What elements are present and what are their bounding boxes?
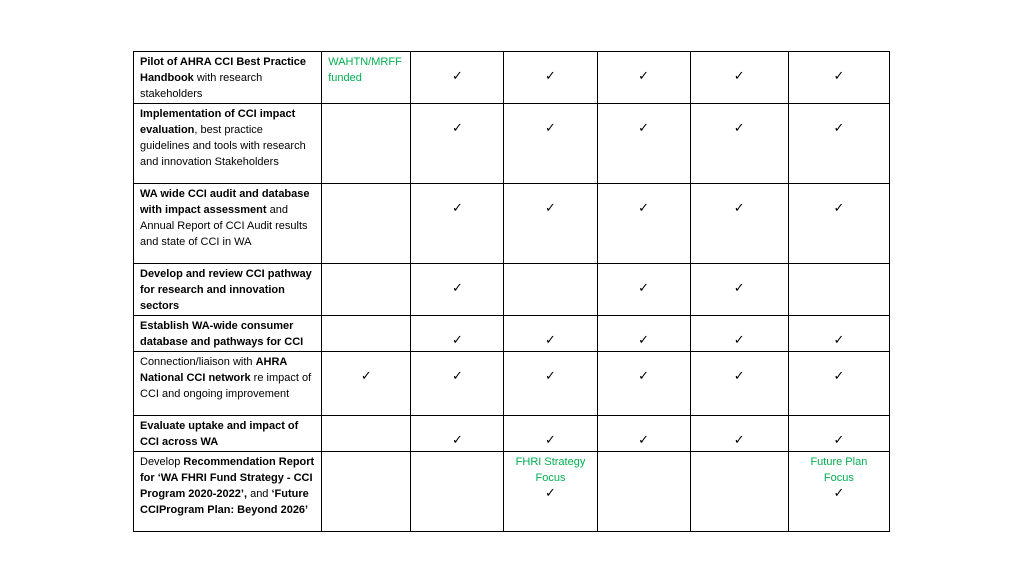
table-row — [134, 264, 890, 316]
task-text-bold: ‘Future CCIProgram Plan: Beyond 2026’ — [140, 488, 309, 516]
year-cell — [504, 184, 597, 264]
check-icon: ✓ — [545, 485, 556, 500]
task-text: , best practice guidelines and tools with research and innovation Stakeholders — [140, 124, 306, 168]
check-icon: ✓ — [638, 200, 650, 215]
task-text-bold: Develop and review CCI pathway for research and innovation sectors — [140, 268, 312, 312]
year-cell — [504, 104, 597, 184]
task-text: and Annual Report of CCI Audit results and state of CCI in WA — [140, 204, 308, 248]
year-cell — [411, 184, 504, 264]
check-icon: ✓ — [638, 120, 650, 135]
year-cell — [690, 184, 788, 264]
year-cell — [597, 104, 690, 184]
year-cell — [788, 316, 889, 352]
task-description — [134, 416, 322, 452]
check-icon: ✓ — [833, 432, 845, 447]
year-cell — [504, 352, 597, 416]
check-icon: ✓ — [545, 68, 556, 83]
check-icon: ✓ — [545, 368, 556, 383]
year-cell — [411, 52, 504, 104]
table-row — [134, 52, 890, 104]
check-icon: ✓ — [451, 120, 463, 135]
year-cell — [504, 52, 597, 104]
year-cell — [788, 452, 889, 532]
task-description — [134, 316, 322, 352]
check-icon: ✓ — [833, 120, 845, 135]
task-text-bold: Report for ‘WA FHRI Fund Strategy - CCI Program 2020-2022’, — [140, 456, 315, 500]
task-text-bold: Recommendation — [183, 456, 276, 468]
check-icon: ✓ — [638, 432, 650, 447]
task-text-bold: Evaluate uptake and impact of CCI across WA — [140, 420, 299, 448]
funding-cell — [322, 184, 411, 264]
table-row — [134, 316, 890, 352]
task-description — [134, 52, 322, 104]
check-icon: ✓ — [638, 280, 650, 295]
task-text: Connection/liaison with — [140, 356, 256, 368]
table-row — [134, 352, 890, 416]
cci-program-table — [133, 51, 890, 532]
table-row — [134, 184, 890, 264]
funding-cell — [322, 316, 411, 352]
year-cell — [411, 264, 504, 316]
check-icon: ✓ — [638, 332, 650, 347]
year-cell — [597, 264, 690, 316]
check-icon: ✓ — [451, 200, 463, 215]
year-cell — [504, 316, 597, 352]
year-cell — [690, 52, 788, 104]
year-cell — [788, 104, 889, 184]
year-cell — [788, 352, 889, 416]
year-cell — [504, 452, 597, 532]
funding-cell — [322, 104, 411, 184]
task-text-bold: AHRA National CCI network — [140, 356, 287, 384]
table-body — [134, 52, 890, 532]
year-cell — [597, 316, 690, 352]
funding-cell — [322, 52, 411, 104]
year-cell — [788, 416, 889, 452]
task-description — [134, 184, 322, 264]
check-icon: ✓ — [733, 200, 745, 215]
year-cell — [597, 352, 690, 416]
task-text-bold: Establish WA-wide consumer database and pathways for CCI — [140, 320, 304, 348]
funding-note: WAHTN/MRFF funded — [328, 56, 402, 84]
check-icon: ✓ — [360, 368, 372, 383]
funding-cell — [322, 352, 411, 416]
check-icon: ✓ — [833, 68, 845, 83]
task-description — [134, 264, 322, 316]
task-text-bold: Pilot of AHRA CCI Best Practice Handbook — [140, 56, 307, 84]
funding-cell — [322, 452, 411, 532]
check-icon: ✓ — [733, 120, 745, 135]
task-text: Develop — [140, 456, 184, 468]
task-text-bold: WA wide CCI audit and database with impact assessment — [140, 188, 310, 216]
year-cell — [690, 316, 788, 352]
year-cell — [411, 352, 504, 416]
check-icon: ✓ — [545, 332, 556, 347]
check-icon: ✓ — [733, 432, 745, 447]
check-icon: ✓ — [545, 200, 556, 215]
check-icon: ✓ — [451, 332, 463, 347]
task-description — [134, 352, 322, 416]
table-row — [134, 416, 890, 452]
check-icon: ✓ — [451, 368, 463, 383]
year-cell — [690, 264, 788, 316]
funding-cell — [322, 264, 411, 316]
year-cell — [597, 416, 690, 452]
check-icon: ✓ — [833, 200, 845, 215]
year-cell — [504, 416, 597, 452]
year-cell — [788, 264, 889, 316]
year-cell — [690, 452, 788, 532]
year-cell — [690, 352, 788, 416]
focus-note: Future Plan Focus — [810, 456, 868, 484]
task-description — [134, 104, 322, 184]
funding-cell — [322, 416, 411, 452]
check-icon: ✓ — [451, 68, 463, 83]
focus-note: FHRI Strategy Focus — [515, 456, 586, 484]
check-icon: ✓ — [638, 68, 650, 83]
year-cell — [788, 52, 889, 104]
task-text: and — [247, 488, 272, 500]
year-cell — [597, 184, 690, 264]
year-cell — [411, 452, 504, 532]
year-cell — [690, 416, 788, 452]
year-cell — [597, 452, 690, 532]
task-text: re impact of CCI and ongoing improvement — [140, 372, 312, 400]
check-icon: ✓ — [833, 332, 845, 347]
year-cell — [504, 264, 597, 316]
check-icon: ✓ — [733, 332, 745, 347]
check-icon: ✓ — [451, 432, 463, 447]
check-icon: ✓ — [733, 280, 745, 295]
year-cell — [411, 104, 504, 184]
table-row — [134, 104, 890, 184]
check-icon: ✓ — [733, 368, 745, 383]
check-icon: ✓ — [545, 432, 556, 447]
task-text-bold: Implementation of CCI impact evaluation — [140, 108, 296, 136]
task-text: with research stakeholders — [140, 72, 263, 100]
task-description — [134, 452, 322, 532]
check-icon: ✓ — [833, 368, 845, 383]
table-row — [134, 452, 890, 532]
year-cell — [411, 316, 504, 352]
year-cell — [788, 184, 889, 264]
check-icon: ✓ — [451, 280, 463, 295]
check-icon: ✓ — [733, 68, 745, 83]
year-cell — [690, 104, 788, 184]
check-icon: ✓ — [638, 368, 650, 383]
check-icon: ✓ — [833, 485, 845, 500]
year-cell — [411, 416, 504, 452]
year-cell — [597, 52, 690, 104]
check-icon: ✓ — [545, 120, 556, 135]
